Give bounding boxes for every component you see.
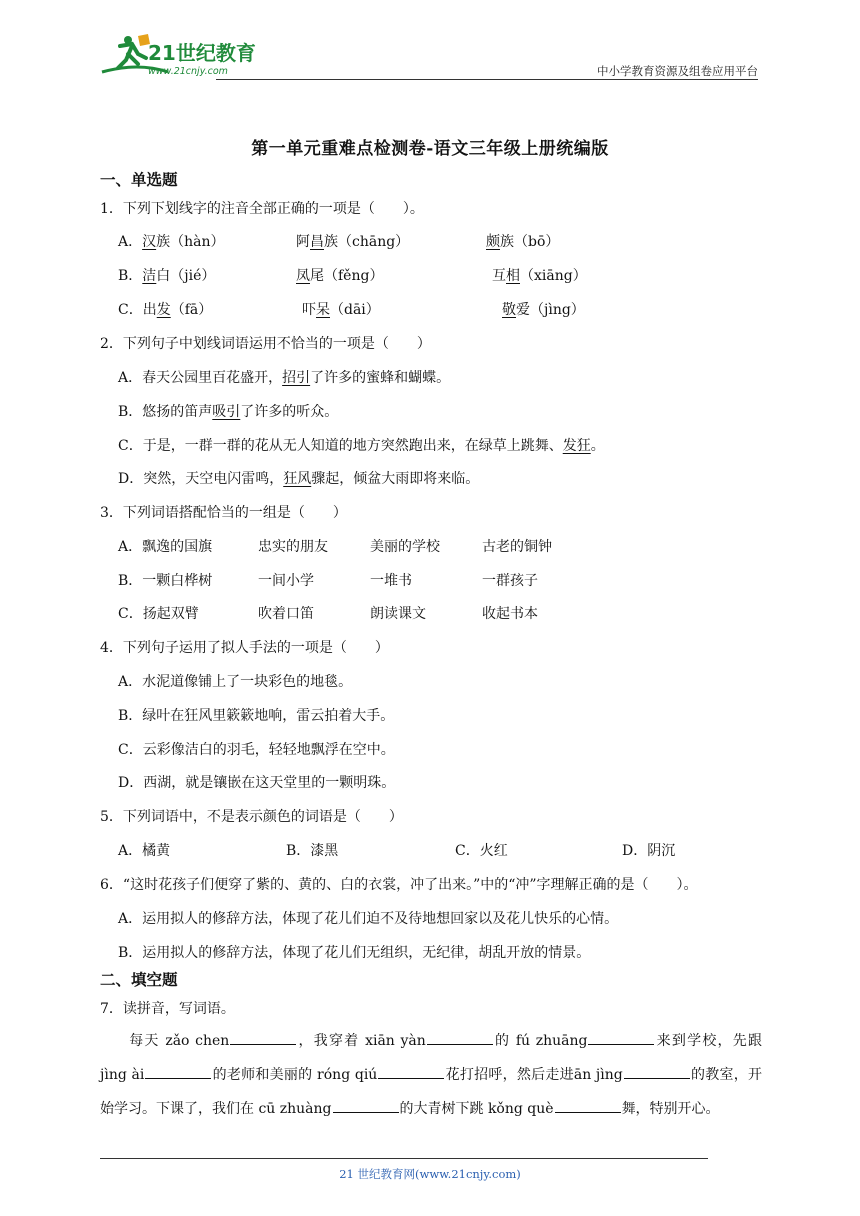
option: 收起书本 [482, 606, 538, 622]
option: B．绿叶在狂风里簌簌地响，雷云拍着大手。 [118, 708, 395, 724]
option: D．西湖，就是镶嵌在这天堂里的一颗明珠。 [118, 775, 396, 791]
option: A．春天公园里百花盛开，招引了许多的蜜蜂和蝴蝶。 [118, 370, 451, 386]
option: 吓呆（dāi） [302, 302, 380, 318]
option: B．漆黑 [286, 843, 339, 859]
question-stem: 6．“这时花孩子们便穿了紫的、黄的、白的衣裳，冲了出来。”中的“冲”字理解正确的是（ ）。 [100, 877, 698, 893]
question-stem: 3．下列词语搭配恰当的一组是（ ） [100, 505, 347, 521]
fill-paragraph: 每天 zǎo chen ，我穿着 xiān yàn 的 fú zhuāng 来到学校，先跟 jìng ài 的老师和美丽的 róng qiú 花打招呼，然后走进ān jìng 的教室，开始学习。下课了，我们在 cū zhuàng 的大青树下跳 kǒng què 舞，特别开心。 [100, 1024, 762, 1126]
option: 古老的铜钟 [482, 539, 552, 555]
option: B．洁白（jié） [118, 268, 216, 284]
footer-text[interactable]: 21 世纪教育网(www.21cnjy.com) [339, 1167, 521, 1181]
option: D．阴沉 [622, 843, 676, 859]
svg-text:21世纪教育: 21世纪教育 [148, 41, 256, 65]
question-stem: 1．下列下划线字的注音全部正确的一项是（ ）。 [100, 201, 424, 217]
svg-text:www.21cnjy.com: www.21cnjy.com [148, 66, 228, 77]
question-stem: 5．下列词语中，不是表示颜色的词语是（ ） [100, 809, 403, 825]
option: B．运用拟人的修辞方法，体现了花儿们无组织，无纪律，胡乱开放的情景。 [118, 945, 591, 961]
option: 一群孩子 [482, 573, 538, 589]
page-header [98, 30, 758, 80]
option: C．扬起双臂 [118, 606, 199, 622]
option: A．运用拟人的修辞方法，体现了花儿们迫不及待地想回家以及花儿快乐的心情。 [118, 911, 619, 927]
option: 美丽的学校 [370, 539, 440, 555]
answer-blank[interactable] [427, 1030, 493, 1045]
option: 互相（xiāng） [492, 268, 587, 284]
answer-blank[interactable] [333, 1098, 399, 1113]
option: B．一颗白桦树 [118, 573, 213, 589]
option: 颇族（bō） [486, 234, 560, 250]
option: C．出发（fā） [118, 302, 213, 318]
question-stem: 2．下列句子中划线词语运用不恰当的一项是（ ） [100, 336, 431, 352]
answer-blank[interactable] [624, 1064, 690, 1079]
question-stem: 7．读拼音，写词语。 [100, 1001, 235, 1017]
option: A．飘逸的国旗 [118, 539, 213, 555]
answer-blank[interactable] [555, 1098, 621, 1113]
option: C．于是，一群一群的花从无人知道的地方突然跑出来，在绿草上跳舞、发狂。 [118, 438, 605, 454]
option: D．突然，天空电闪雷鸣，狂风骤起，倾盆大雨即将来临。 [118, 471, 480, 487]
option: 凤尾（fěng） [296, 268, 384, 284]
answer-blank[interactable] [378, 1064, 444, 1079]
option: B．悠扬的笛声吸引了许多的听众。 [118, 404, 339, 420]
option: C．火红 [455, 843, 508, 859]
option: 阿昌族（chāng） [296, 234, 410, 250]
option: 一间小学 [258, 573, 314, 589]
page-title: 第一单元重难点检测卷-语文三年级上册统编版 [251, 139, 609, 159]
option: 敬爱（jìng） [502, 302, 585, 318]
question-stem: 4．下列句子运用了拟人手法的一项是（ ） [100, 640, 389, 656]
header-divider [216, 79, 758, 80]
option: 吹着口笛 [258, 606, 314, 622]
answer-blank[interactable] [588, 1030, 654, 1045]
option: A．橘黄 [118, 843, 171, 859]
answer-blank[interactable] [145, 1064, 211, 1079]
logo-icon [98, 32, 268, 78]
option: C．云彩像洁白的羽毛，轻轻地飘浮在空中。 [118, 742, 395, 758]
footer-divider [100, 1158, 708, 1159]
section-heading: 二、填空题 [100, 971, 178, 989]
option: A．汉族（hàn） [118, 234, 225, 250]
option: A．水泥道像铺上了一块彩色的地毯。 [118, 674, 353, 690]
header-platform-text: 中小学教育资源及组卷应用平台 [597, 64, 758, 78]
answer-blank[interactable] [230, 1030, 296, 1045]
option: 一堆书 [370, 573, 412, 589]
option: 忠实的朋友 [258, 539, 328, 555]
section-heading: 一、单选题 [100, 171, 178, 189]
option: 朗读课文 [370, 606, 426, 622]
